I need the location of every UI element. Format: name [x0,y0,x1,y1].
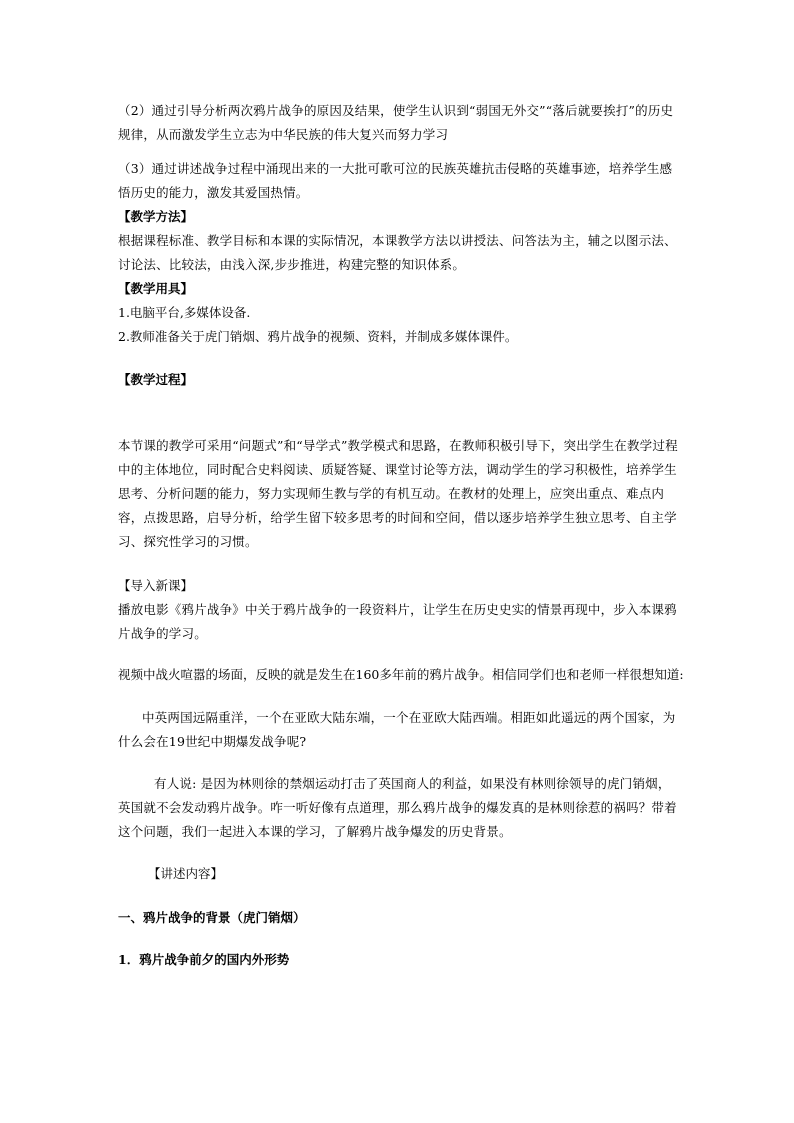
tools-item-2: 2.教师准备关于虎门销烟、鸦片战争的视频、资料，并制成多媒体课件。 [118,329,518,344]
process-text: 本节课的教学可采用“问题式”和“导学式”教学模式和思路，在教师积极引导下，突出学生在教学过程中的主体地位，同时配合史料阅读、质疑答疑、课堂讨论等方法，调动学生的学习积极性，培养学生思考、分析问题的能力，努力实现师生教与学的有机互动。在教材的处理上，应突出重点、难点内容，点拨思路，启导分析，给学生留下较多思考的时间和空间，借以逐步培养学生独立思考、自主学习、探究性学习的习惯。 [118,438,678,549]
method-heading: 【教学方法】 [118,209,194,224]
process-heading: 【教学过程】 [118,372,194,387]
intro-text: 播放电影《鸦片战争》中关于鸦片战争的一段资料片，让学生在历史史实的情景再现中，步入本课鸦片战争的学习。 [118,602,677,641]
intro-question: 中英两国远隔重洋，一个在亚欧大陆东端，一个在亚欧大陆西端。相距如此遥远的两个国家，为什么会在19世纪中期爆发战争呢? [118,710,676,749]
tools-heading: 【教学用具】 [118,281,194,296]
objective-2: （2）通过引导分析两次鸦片战争的原因及结果，使学生认识到“弱国无外交”“落后就要挨打”的历史规律，从而激发学生立志为中华民族的伟大复兴而努力学习 [118,103,674,142]
tools-item-1: 1.电脑平台,多媒体设备. [118,305,251,320]
intro-some-say: 有人说: 是因为林则徐的禁烟运动打击了英国商人的利益，如果没有林则徐领导的虎门销烟，英国就不会发动鸦片战争。咋一听好像有点道理，那么鸦片战争的爆发真的是林则徐惹的祸吗？带着这个问题，我们一起进入本课的学习，了解鸦片战争爆发的历史背景。 [118,776,677,839]
method-text: 根据课程标准、教学目标和本课的实际情况，本课教学方法以讲授法、问答法为主，辅之以图示法、讨论法、比较法，由浅入深,步步推进，构建完整的知识体系。 [118,233,677,272]
content-heading: 【讲述内容】 [148,866,224,881]
intro-heading: 【导入新课】 [118,578,194,593]
intro-video: 视频中战火喧嚣的场面，反映的就是发生在160多年前的鸦片战争。相信同学们也和老师一样很想知道: [118,667,684,682]
objective-3: （3）通过讲述战争过程中涌现出来的一大批可歌可泣的民族英雄抗击侵略的英雄事迹，培养学生感悟历史的能力，激发其爱国热情。 [118,161,673,200]
subsection-1-title: 1．鸦片战争前夕的国内外形势 [118,952,290,967]
section-1-title: 一、鸦片战争的背景（虎门销烟） [118,910,306,925]
